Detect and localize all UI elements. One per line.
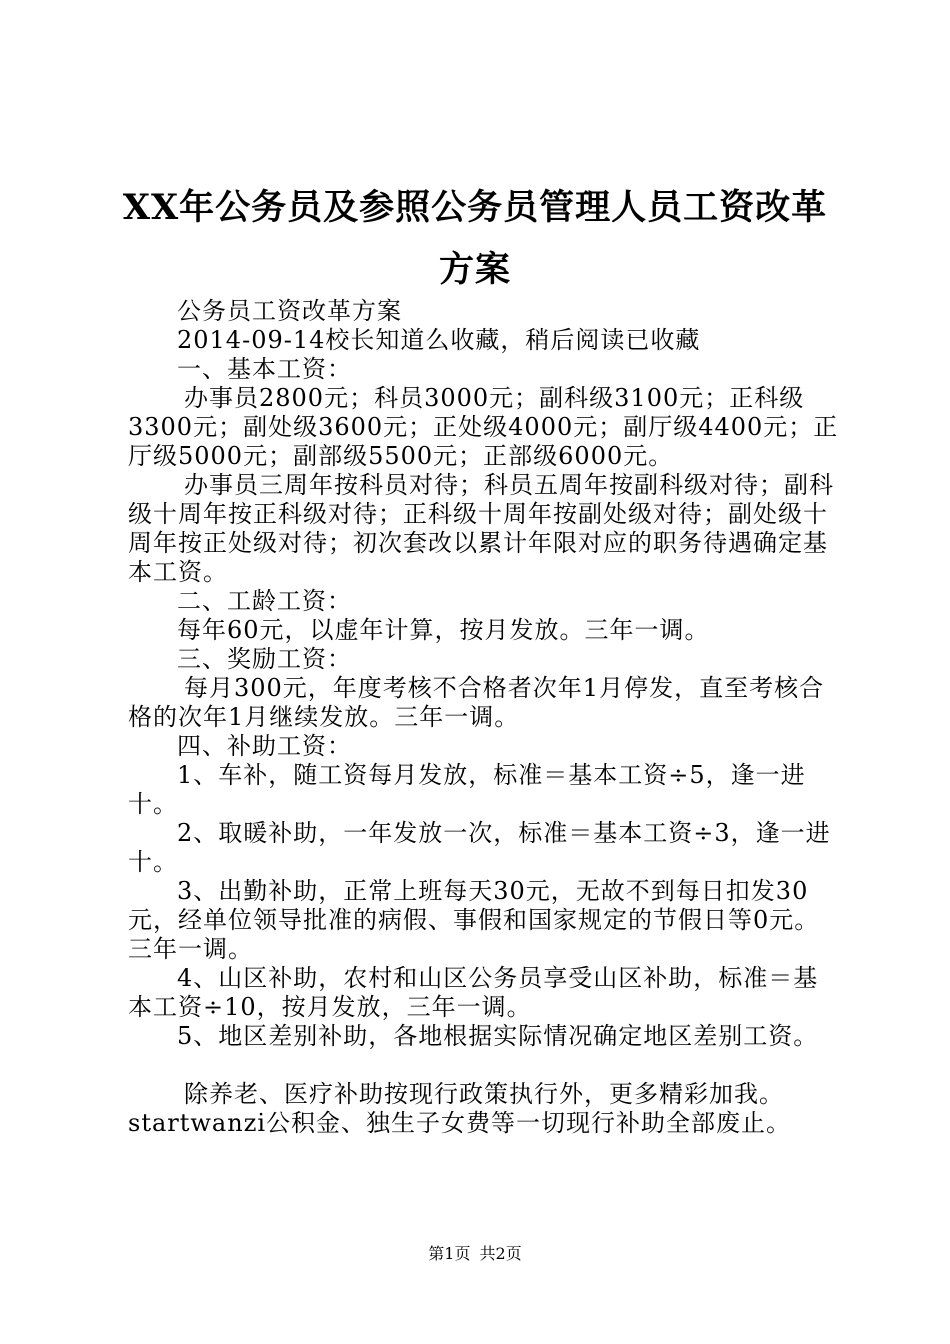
paragraph-spacer xyxy=(128,1051,840,1080)
paragraph-allowance-mountain: 4、山区补助，农村和山区公务员享受山区补助，标准＝基本工资÷10，按月发放，三年一调。 xyxy=(128,964,819,1021)
document-body xyxy=(128,297,840,1138)
paragraph-allowance-vehicle: 1、车补，随工资每月发放，标准＝基本工资÷5，逢一进十。 xyxy=(128,761,806,818)
page-number: 第1页 xyxy=(428,1244,471,1263)
paragraph-subtitle: 公务员工资改革方案 xyxy=(177,297,402,325)
paragraph-basic-salary-levels: 办事员2800元；科员3000元；副科级3100元；正科级3300元；副处级3600元；正处级4000元；副厅级4400元；正厅级5000元；副部级5500元；正部级6000元。 xyxy=(128,384,839,470)
heading-basic-salary: 一、基本工资： xyxy=(177,355,352,383)
paragraph-bonus-salary: 每月300元，年度考核不合格者次年1月停发，直至考核合格的次年1月继续发放。三年一调。 xyxy=(128,674,825,731)
paragraph-allowance-heating: 2、取暖补助，一年发放一次，标准＝基本工资÷3，逢一进十。 xyxy=(128,819,831,876)
paragraph-date-line: 2014-09-14校长知道么收藏，稍后阅读已收藏 xyxy=(177,326,701,354)
paragraph-seniority-salary: 每年60元，以虚年计算，按月发放。三年一调。 xyxy=(177,616,710,644)
page-total: 共2页 xyxy=(479,1244,522,1263)
paragraph-promotion-rules: 办事员三周年按科员对待；科员五周年按副科级对待；副科级十周年按正科级对待；正科级十周年按副处级对待；副处级十周年按正处级对待；初次套改以累计年限对应的职务待遇确定基本工资。 xyxy=(128,471,834,586)
paragraph-allowance-attendance: 3、出勤补助，正常上班每天30元，无故不到每日扣发30元，经单位领导批准的病假、事假和国家规定的节假日等0元。三年一调。 xyxy=(128,877,820,963)
heading-allowance: 四、补助工资： xyxy=(177,732,352,760)
paragraph-allowance-regional: 5、地区差别补助，各地根据实际情况确定地区差别工资。 xyxy=(177,1022,819,1050)
page-footer xyxy=(0,1244,950,1264)
heading-seniority-salary: 二、工龄工资： xyxy=(177,587,352,615)
document-title-line-2: 方案 xyxy=(438,249,511,290)
document-title-line-1: XX年公务员及参照公务员管理人员工资改革 xyxy=(122,187,828,228)
heading-bonus-salary: 三、奖励工资： xyxy=(177,645,352,673)
paragraph-closing: 除养老、医疗补助按现行政策执行外，更多精彩加我。startwanzi公积金、独生子女费等一切现行补助全部废止。 xyxy=(128,1080,792,1137)
